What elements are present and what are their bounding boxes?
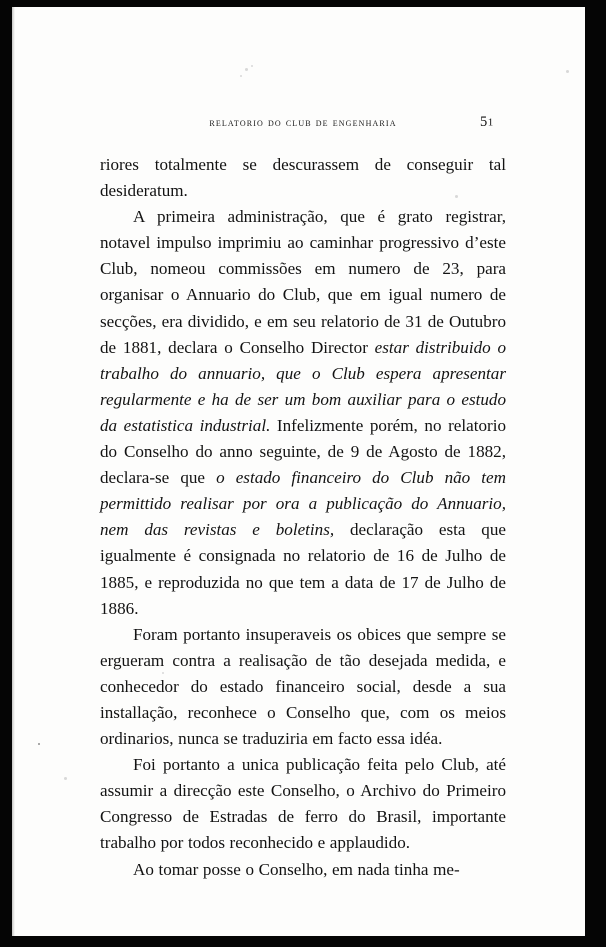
running-head-title: relatorio do club de engenharia: [209, 117, 397, 129]
page-number: [480, 114, 494, 131]
scan-speck: [251, 65, 253, 67]
text-run-italic: o estado financeiro do Club não tem permittido realisar por ora a publicação do Annuario, nem das revistas e boletins,: [100, 468, 506, 540]
paragraph: [100, 152, 506, 204]
paragraph: [100, 204, 506, 622]
text-run-roman: A primeira administração, que é grato registrar, notavel impulso imprimiu ao caminhar progressivo d’este Club, nomeou commissões em numero de 23, para organisar o Annuario do Club, que em igual numero de secções, era dividido, e em seu relatorio de 31 de Outubro de 1881, declara o Conselho Director: [100, 207, 506, 357]
text-run-roman: Foi portanto a unica publicação feita pelo Club, até assumir a direcção este Conselho, o Archivo do Primeiro Congresso de Estradas de ferro do Brasil, importante trabalho por todos reconhecido e applaudido.: [100, 755, 506, 853]
text-run-roman: Ao tomar posse o Conselho, em nada tinha me-: [133, 859, 460, 879]
text-run-italic: estar distribuido o trabalho do annuario, que o Club espera apresentar regularmente e ha de ser um bom auxiliar para o estudo da estatistica industrial.: [100, 337, 506, 435]
scan-speck: [38, 743, 40, 745]
text-run-roman: Foram portanto insuperaveis os obices que sempre se ergueram contra a realisação de tão desejada medida, e conhecedor do estado financeiro social, desde a sua installação, reconhece o Conselho que, com os meios ordinarios, nunca se traduziria em facto essa idéa.: [100, 624, 506, 749]
scan-speck: [566, 70, 569, 73]
scan-speck: [64, 777, 67, 780]
paragraph: [100, 752, 506, 856]
text-run-roman: declaração esta que igualmente é consignada no relatorio de 16 de Julho de 1885, e reproduzida no que tem a data de 17 de Julho de 1886.: [100, 520, 506, 618]
scan-speck: [240, 75, 242, 77]
page-number-old-style-one: 1: [487, 116, 494, 129]
body-text-block: [100, 152, 506, 883]
paragraph: [100, 857, 506, 883]
paragraph: [100, 622, 506, 752]
gutter-shadow: [12, 7, 15, 936]
text-run-roman: riores totalmente se descurassem de conseguir tal desideratum.: [100, 155, 506, 201]
page-number-digits: 5: [480, 114, 488, 130]
text-run-roman: Infelizmente porém, no relatorio do Conselho do anno seguinte, de 9 de Agosto de 1882, declara-se que: [100, 415, 506, 488]
page-sheet: [12, 7, 585, 936]
scan-speck: [245, 68, 248, 71]
running-head: [12, 114, 585, 139]
